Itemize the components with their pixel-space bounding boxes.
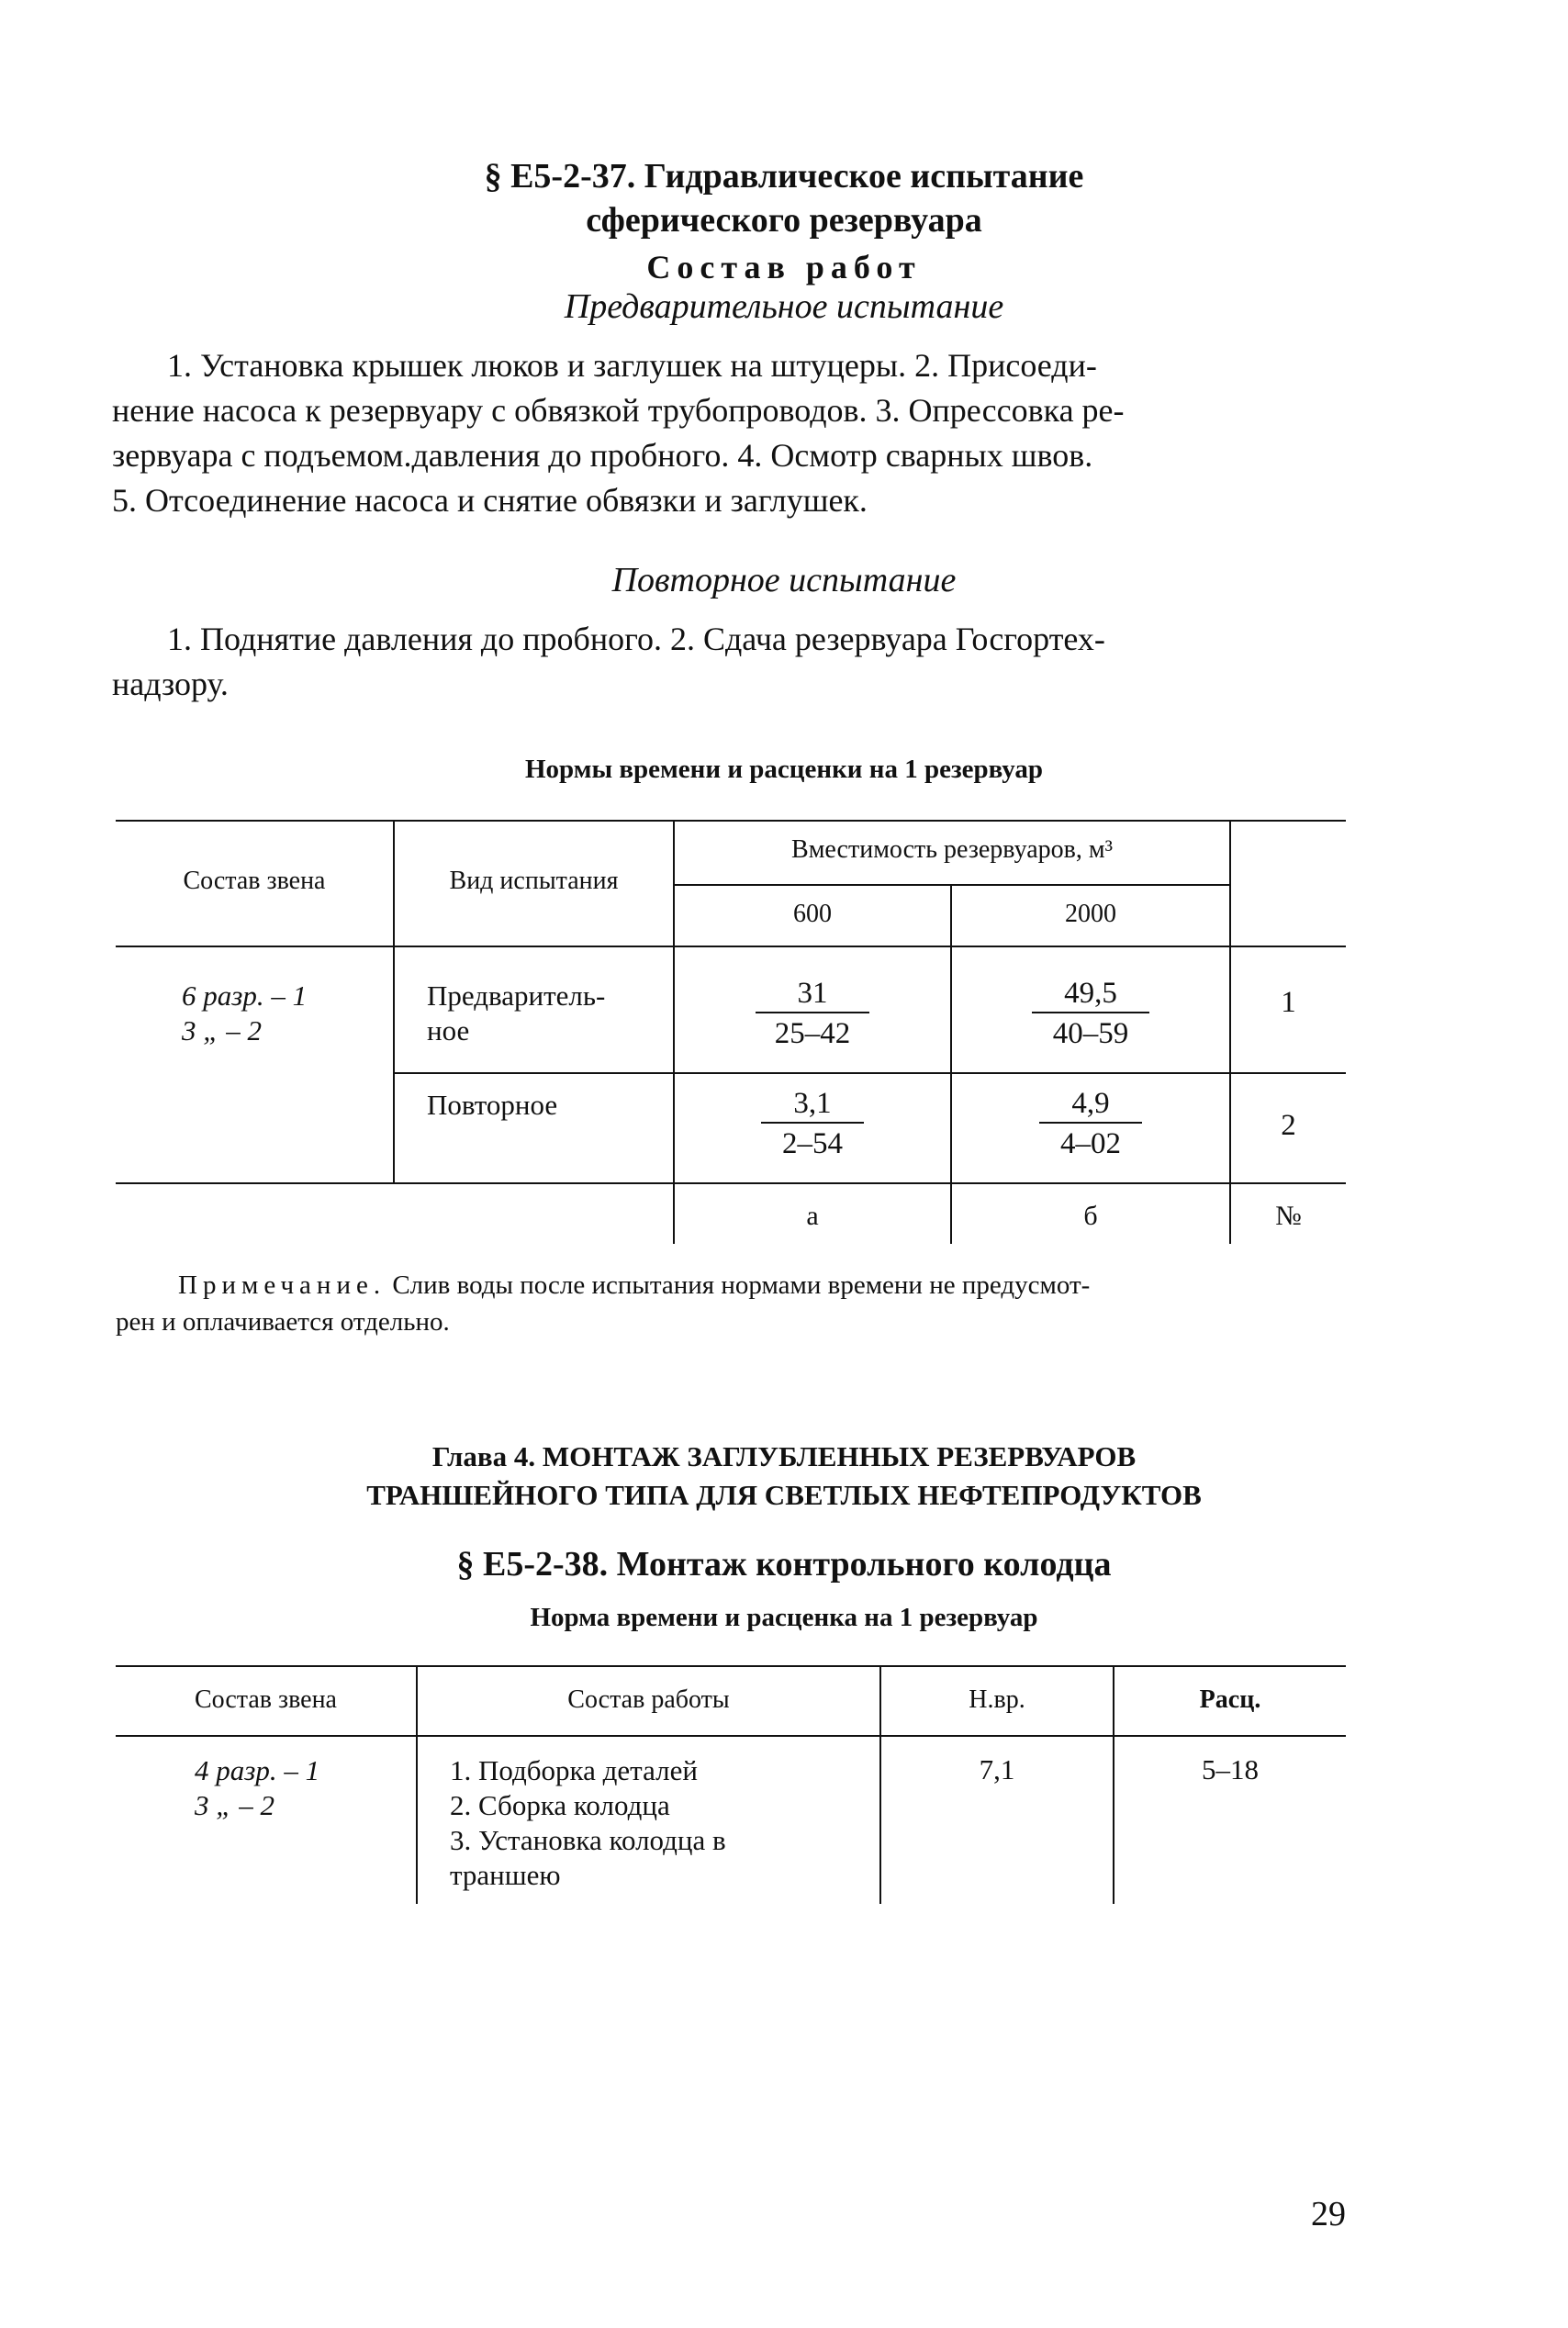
work-step: 3. Установка колодца в (450, 1824, 726, 1856)
table-rule (1229, 822, 1231, 1244)
header-capacity-600: 600 (793, 900, 832, 928)
table1-caption: Нормы времени и расценки на 1 резервуар (524, 755, 1044, 784)
header-crew: Состав звена (195, 1685, 337, 1714)
row1-number: 1 (1281, 986, 1296, 1019)
row2-test-type: Повторное (427, 1089, 558, 1121)
repeat-test-text (112, 617, 1342, 707)
time-norm-value: 7,1 (979, 1753, 1015, 1785)
table-rule (116, 946, 1346, 947)
crew-composition (195, 1753, 319, 1823)
row1-2000-value (1032, 975, 1149, 1052)
section-title-line2: сферического резервуара (586, 201, 982, 240)
text-line: надзору. (112, 666, 229, 702)
chapter-title-line1: Глава 4. МОНТАЖ ЗАГЛУБЛЕННЫХ РЕЗЕРВУАРОВ (431, 1440, 1137, 1472)
text-line: 5. Отсоединение насоса и снятие обвязки и заглушек. (112, 482, 868, 519)
chapter-title-line2: ТРАНШЕЙНОГО ТИПА ДЛЯ СВЕТЛЫХ НЕФТЕПРОДУКТОВ (366, 1479, 1202, 1511)
table-rule (116, 820, 1346, 822)
work-step: траншею (450, 1859, 561, 1891)
crew-line: 6 разр. – 1 (182, 979, 308, 1012)
table-rule (673, 822, 675, 1244)
page-number: 29 (1311, 2195, 1346, 2233)
row1-type-line: Предваритель- (427, 979, 606, 1012)
row2-number: 2 (1281, 1109, 1296, 1142)
table-rule (116, 1665, 1346, 1667)
price-value: 2–54 (761, 1122, 864, 1162)
text-line: 1. Установка крышек люков и заглушек на штуцеры. 2. Присоеди- (167, 347, 1097, 384)
section-title-e5-2-37 (0, 154, 1568, 242)
price-value: 5–18 (1202, 1753, 1259, 1785)
preliminary-test-heading: Предварительное испытание (564, 287, 1004, 326)
works-composition-heading: Состав работ (646, 249, 922, 285)
table1-note (116, 1267, 1344, 1340)
crew-line: 3 „ – 2 (195, 1789, 274, 1821)
header-time-norm: Н.вр. (969, 1685, 1025, 1714)
section-title-e5-2-38: § Е5-2-38. Монтаж контрольного колодца (456, 1545, 1112, 1584)
crew-line: 3 „ – 2 (182, 1014, 262, 1046)
footer-column-b: б (1083, 1201, 1098, 1231)
chapter4-title (0, 1438, 1568, 1515)
table-rule (950, 884, 952, 1244)
repeat-test-heading: Повторное испытание (611, 561, 957, 599)
note-label: Примечание. (178, 1270, 386, 1300)
crew-composition (182, 979, 307, 1048)
crew-line: 4 разр. – 1 (195, 1754, 320, 1786)
work-step: 1. Подборка деталей (450, 1754, 698, 1786)
header-price: Расц. (1199, 1685, 1261, 1714)
norm-value: 31 (797, 977, 828, 1010)
text-line: зервуара с подъемом.давления до пробного. 4. Осмотр сварных швов. (112, 437, 1093, 474)
header-crew: Состав звена (183, 867, 326, 895)
work-step: 2. Сборка колодца (450, 1789, 670, 1821)
table2-caption: Норма времени и расценка на 1 резервуар (530, 1603, 1038, 1632)
note-text: Слив воды после испытания нормами времени не предусмот- (386, 1270, 1091, 1300)
row1-type-line: ное (427, 1014, 470, 1046)
preliminary-test-text (112, 343, 1342, 523)
row1-test-type (427, 979, 605, 1048)
text-line: 1. Поднятие давления до пробного. 2. Сдача резервуара Госгортех- (167, 621, 1105, 657)
footer-column-number: № (1275, 1201, 1302, 1231)
norm-value: 49,5 (1064, 977, 1117, 1010)
price-value: 4–02 (1039, 1122, 1142, 1162)
header-test-type: Вид испытания (449, 867, 619, 895)
footer-column-a: а (806, 1201, 819, 1231)
row1-600-value (756, 975, 869, 1052)
table-rule (116, 1182, 1346, 1184)
section-title-line1: § Е5-2-37. Гидравлическое испытание (484, 157, 1084, 196)
norm-value: 4,9 (1071, 1087, 1110, 1120)
price-value: 40–59 (1032, 1012, 1149, 1052)
price-value: 25–42 (756, 1012, 869, 1052)
header-capacity-2000: 2000 (1065, 900, 1116, 928)
work-composition-list (450, 1753, 726, 1893)
text-line: нение насоса к резервуару с обвязкой трубопроводов. 3. Опрессовка ре- (112, 392, 1125, 429)
table-rule (116, 1735, 1346, 1737)
table-rule (675, 884, 1231, 886)
note-text-continued: рен и оплачивается отдельно. (116, 1307, 450, 1337)
row2-600-value (761, 1085, 864, 1162)
row2-2000-value (1039, 1085, 1142, 1162)
header-capacity: Вместимость резервуаров, м³ (791, 835, 1113, 864)
norm-value: 3,1 (793, 1087, 832, 1120)
table-rule (393, 1072, 1346, 1074)
header-work-composition: Состав работы (567, 1685, 730, 1714)
